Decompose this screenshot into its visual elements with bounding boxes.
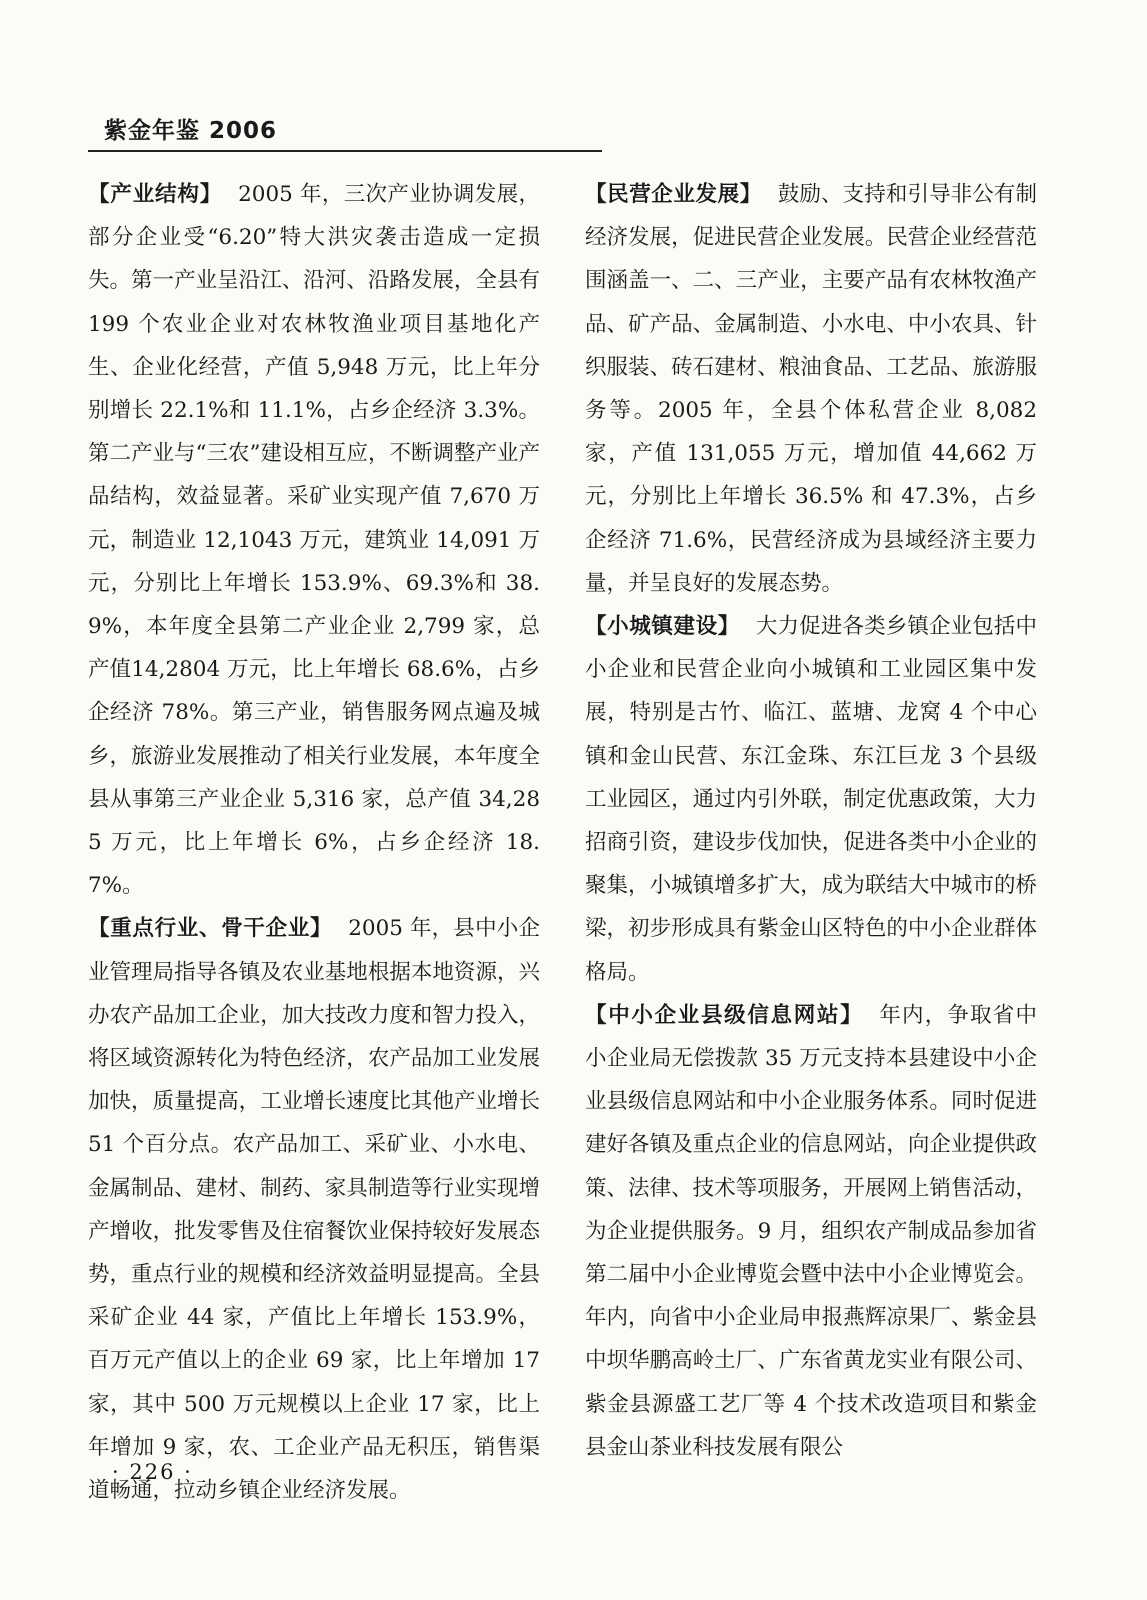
section-heading: 【重点行业、骨干企业】 bbox=[88, 916, 333, 942]
section-body: 年内，争取省中小企业局无偿拨款 35 万元支持本县建设中小企业县级信息网站和中小企业服务体系。同时促进建好各镇及重点企业的信息网站，向企业提供政策、法律、技术等项服务，开展网上销售活动，为企业提供服务。9 月，组织农产制成品参加省第二届中小企业博览会暨中法中小企业博览会。年内，向省中小企业局申报燕辉凉果厂、紫金县中坝华鹏高岭土厂、广东省黄龙实业有限公司、紫金县源盛工艺厂等 4 个技术改造项目和紫金县金山茶业科技发展有限公 bbox=[585, 1002, 1037, 1460]
section-body: 2005 年，三次产业协调发展，部分企业受“6.20”特大洪灾袭击造成一定损失。第一产业呈沿江、沿河、沿路发展，全县有 199 个农业企业对农林牧渔业项目基地化产生、企业化经营，产值 5,948 万元，比上年分别增长 22.1%和 11.1%，占乡企经济 3.3%。第二产业与“三农”建设相互应，不断调整产业产品结构，效益显著。采矿业实现产值 7,670 万元，制造业 12,1043 万元，建筑业 14,091 万元，分别比上年增长 153.9%、69.3%和 38.9%，本年度全县第二产业企业 2,799 家，总产值14,2804 万元，比上年增长 68.6%，占乡企经济 78%。第三产业，销售服务网点遍及城乡，旅游业发展推动了相关行业发展，本年度全县从事第三产业企业 5,316 家，总产值 34,285 万元，比上年增长 6%，占乡企经济 18.7%。 bbox=[88, 182, 540, 899]
page-number: · 226 · bbox=[112, 1460, 193, 1484]
section-body: 大力促进各类乡镇企业包括中小企业和民营企业向小城镇和工业园区集中发展，特别是古竹、临江、蓝塘、龙窝 4 个中心镇和金山民营、东江金珠、东江巨龙 3 个县级工业园区，通过内引外联，制定优惠政策，大力招商引资，建设步伐加快，促进各类中小企业的聚集，小城镇增多扩大，成为联结大中城市的桥梁，初步形成具有紫金山区特色的中小企业群体格局。 bbox=[585, 614, 1037, 985]
left-column bbox=[88, 173, 540, 1512]
section-heading: 【民营企业发展】 bbox=[585, 182, 762, 207]
section-industry-structure bbox=[88, 173, 540, 907]
section-body: 鼓励、支持和引导非公有制经济发展，促进民营企业发展。民营企业经营范围涵盖一、二、三产业，主要产品有农林牧渔产品、矿产品、金属制造、小水电、中小农具、针织服装、砖石建材、粮油食品、工艺品、旅游服务等。2005 年，全县个体私营企业 8,082 家，产值 131,055 万元，增加值 44,662 万元，分别比上年增长 36.5% 和 47.3%，占乡企经济 71.6%，民营经济成为县域经济主要力量，并呈良好的发展态势。 bbox=[585, 182, 1037, 596]
section-private-enterprise bbox=[585, 173, 1037, 605]
section-heading: 【中小企业县级信息网站】 bbox=[585, 1002, 864, 1028]
running-header: 紫金年鉴 2006 bbox=[104, 118, 278, 144]
section-heading: 【小城镇建设】 bbox=[585, 614, 740, 640]
section-small-towns bbox=[585, 605, 1037, 994]
section-info-website bbox=[585, 994, 1037, 1469]
section-key-industries bbox=[88, 907, 540, 1512]
section-body: 2005 年，县中小企业管理局指导各镇及农业基地根据本地资源，兴办农产品加工企业，加大技改力度和智力投入，将区域资源转化为特色经济，农产品加工业发展加快，质量提高，工业增长速度比其他产业增长 51 个百分点。农产品加工、采矿业、小水电、金属制品、建材、制药、家具制造等行业实现增产增收，批发零售及住宿餐饮业保持较好发展态势，重点行业的规模和经济效益明显提高。全县采矿企业 44 家，产值比上年增长 153.9%，百万元产值以上的企业 69 家，比上年增加 17 家，其中 500 万元规模以上企业 17 家，比上年增加 9 家，农、工企业产品无积压，销售渠道畅通，拉动乡镇企业经济发展。 bbox=[88, 916, 540, 1504]
right-column bbox=[585, 173, 1037, 1469]
section-heading: 【产业结构】 bbox=[88, 182, 223, 207]
header-rule bbox=[88, 150, 602, 152]
